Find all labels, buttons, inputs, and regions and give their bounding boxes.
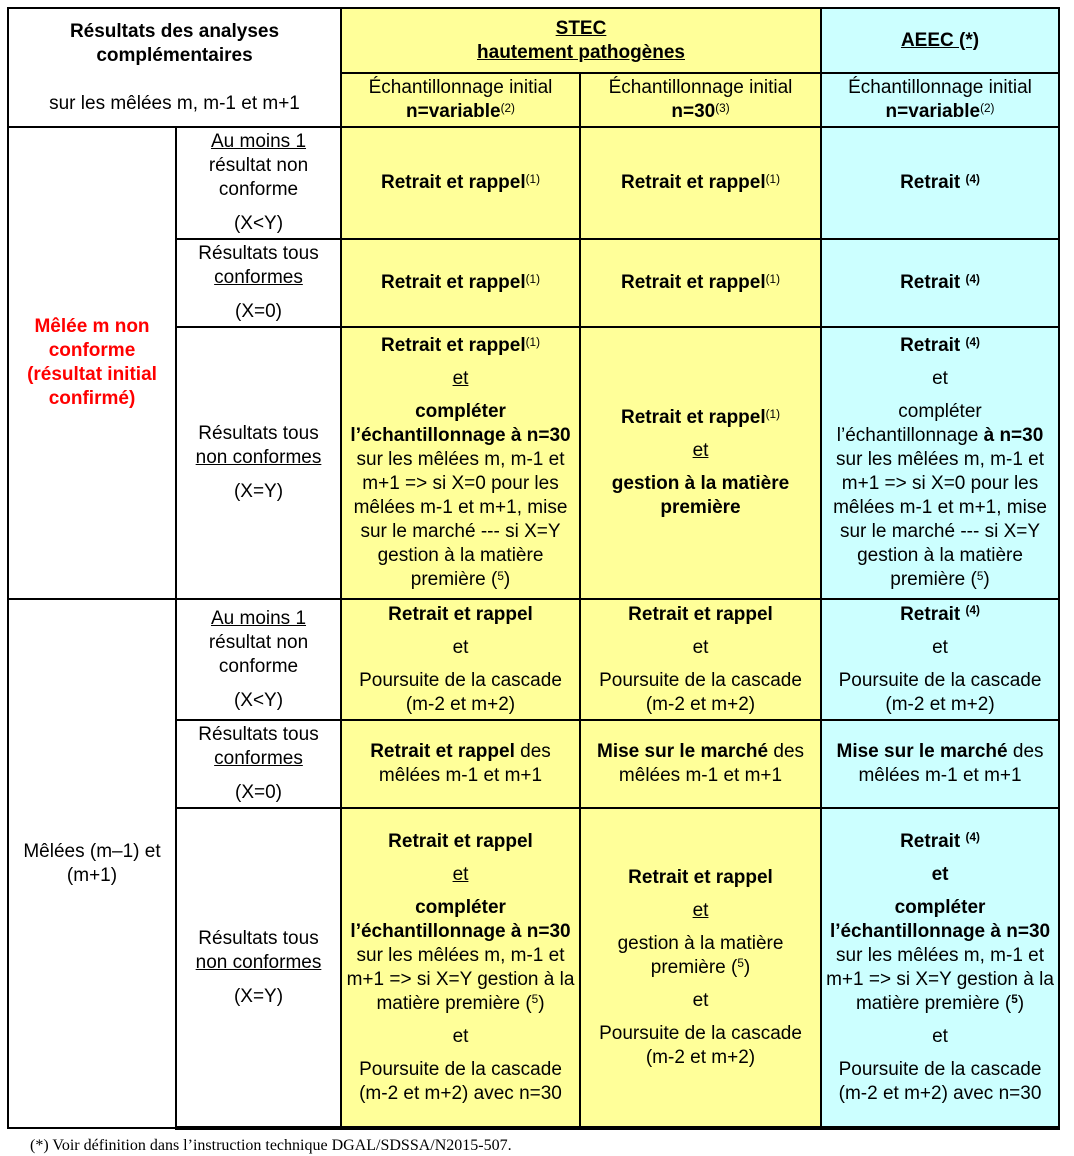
sampling-header-stec-variable: Échantillonnage initial n=variable$^{(2)}$ bbox=[341, 73, 580, 127]
cell-g2r1-aeec: Retrait $^{(4)}$ et Poursuite de la cascade (m-2 et m+2) bbox=[821, 599, 1059, 720]
cell-g2r3-aeec: Retrait $^{(4)}$ et compléter l’échantillonnage à n=30 sur les mêlées m, m-1 et m+1 => si X=Y gestion à la matière première ($^5$) et Poursuite de la cascade (m-2 et m+2) avec n=30 bbox=[821, 808, 1059, 1128]
group-label-melees-m-1-m-plus-1: Mêlées (m–1) et (m+1) bbox=[8, 599, 176, 1128]
stec-column-header: STEC hautement pathogènes bbox=[341, 8, 821, 73]
condition-g1-au-moins-1: Au moins 1 résultat non conforme (X<Y) bbox=[176, 127, 341, 239]
cell-g2r1-stec-variable: Retrait et rappel et Poursuite de la cascade (m-2 et m+2) bbox=[341, 599, 580, 720]
group-label-melee-m-non-conforme: Mêlée m non conforme (résultat initial confirmé) bbox=[8, 127, 176, 599]
cell-g1r3-stec-n30: Retrait et rappel$^{(1)}$ et gestion à la matière première bbox=[580, 327, 821, 599]
cell-g2r2-stec-n30: Mise sur le marché des mêlées m-1 et m+1 bbox=[580, 720, 821, 808]
cell-g1r3-stec-variable: Retrait et rappel$^{(1)}$ et compléter l’échantillonnage à n=30 sur les mêlées m, m-1 et m+1 => si X=0 pour les mêlées m-1 et m+1, mise sur le marché --- si X=Y gestion à la matière première ($^5$) bbox=[341, 327, 580, 599]
sampling-header-aeec-variable: Échantillonnage initial n=variable$^{(2)}$ bbox=[821, 73, 1059, 127]
condition-g1-tous-non-conformes: Résultats tous non conformes (X=Y) bbox=[176, 327, 341, 599]
cell-g1r3-aeec: Retrait $^{(4)}$ et compléter l’échantillonnage à n=30 sur les mêlées m, m-1 et m+1 => si X=0 pour les mêlées m-1 et m+1, mise sur le marché --- si X=Y gestion à la matière première ($^5$) bbox=[821, 327, 1059, 599]
corner-header-cell: Résultats des analyses complémentaires sur les mêlées m, m-1 et m+1 bbox=[8, 8, 341, 127]
analysis-results-table bbox=[7, 7, 1060, 1130]
cell-g2r3-stec-n30: Retrait et rappel et gestion à la matière première ($^5$) et Poursuite de la cascade (m-2 et m+2) bbox=[580, 808, 821, 1128]
cell-g1r1-stec-variable: Retrait et rappel$^{(1)}$ bbox=[341, 127, 580, 239]
cell-g1r2-stec-variable: Retrait et rappel$^{(1)}$ bbox=[341, 239, 580, 327]
cell-g1r2-stec-n30: Retrait et rappel$^{(1)}$ bbox=[580, 239, 821, 327]
condition-g2-au-moins-1: Au moins 1 résultat non conforme (X<Y) bbox=[176, 599, 341, 720]
cell-g2r3-stec-variable: Retrait et rappel et compléter l’échantillonnage à n=30 sur les mêlées m, m-1 et m+1 => si X=Y gestion à la matière première ($^5$) et Poursuite de la cascade (m-2 et m+2) avec n=30 bbox=[341, 808, 580, 1128]
cell-g1r2-aeec: Retrait $^{(4)}$ bbox=[821, 239, 1059, 327]
cell-g2r2-stec-variable: Retrait et rappel des mêlées m-1 et m+1 bbox=[341, 720, 580, 808]
condition-g1-tous-conformes: Résultats tous conformes (X=0) bbox=[176, 239, 341, 327]
cell-g1r1-stec-n30: Retrait et rappel$^{(1)}$ bbox=[580, 127, 821, 239]
sampling-header-stec-n30: Échantillonnage initial $n=30^{(3)}$ bbox=[580, 73, 821, 127]
cell-g1r1-aeec: Retrait $^{(4)}$ bbox=[821, 127, 1059, 239]
cell-g2r2-aeec: Mise sur le marché des mêlées m-1 et m+1 bbox=[821, 720, 1059, 808]
footnote-aeec-definition: (*) Voir définition dans l’instruction technique DGAL/SDSSA/N2015-507. bbox=[30, 1137, 512, 1154]
aeec-column-header: AEEC (*) bbox=[821, 8, 1059, 73]
cell-g2r1-stec-n30: Retrait et rappel et Poursuite de la cascade (m-2 et m+2) bbox=[580, 599, 821, 720]
condition-g2-tous-non-conformes: Résultats tous non conformes (X=Y) bbox=[176, 808, 341, 1128]
condition-g2-tous-conformes: Résultats tous conformes (X=0) bbox=[176, 720, 341, 808]
